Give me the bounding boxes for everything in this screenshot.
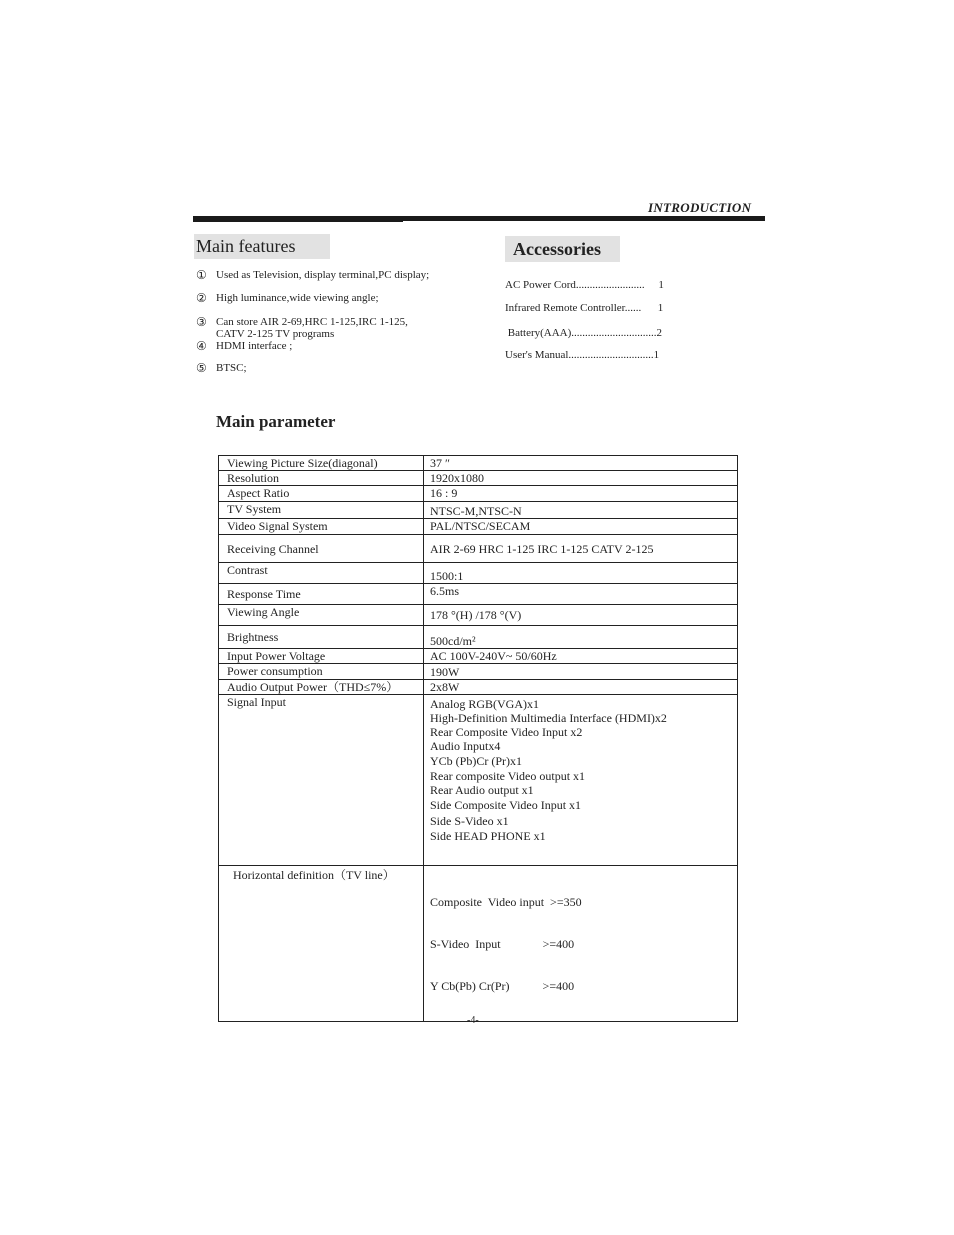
signal-input-item: Rear composite Video output x1 <box>430 769 586 783</box>
feature-item <box>196 362 247 375</box>
param-value: AC 100V-240V~ 50/60Hz <box>424 649 738 664</box>
feature-text: Used as Television, display terminal,PC display; <box>216 269 430 281</box>
feature-text: HDMI interface ; <box>216 340 293 352</box>
param-label: TV System <box>219 502 424 519</box>
param-label: Input Power Voltage <box>219 649 424 664</box>
param-value: PAL/NTSC/SECAM <box>424 519 738 535</box>
table-row <box>219 519 738 535</box>
accessories-title: Accessories <box>505 236 620 262</box>
table-row <box>219 584 738 605</box>
table-row <box>219 649 738 664</box>
signal-input-item: Rear Composite Video Input x2 <box>430 725 583 739</box>
page-number: -4- <box>467 1015 479 1026</box>
table-row <box>219 502 738 519</box>
table-row <box>219 605 738 626</box>
signal-input-item: Rear Audio output x1 <box>430 783 534 797</box>
table-row <box>219 695 738 866</box>
horizontal-definition-item: Composite Video input >=350 <box>430 895 582 909</box>
horizontal-definition-item: Y Cb(Pb) Cr(Pr) >=400 <box>430 979 575 993</box>
horizontal-definition-item: S-Video Input >=400 <box>430 937 575 951</box>
signal-input-item: Side Composite Video Input x1 <box>430 798 582 812</box>
header-rule-thin <box>193 221 403 222</box>
table-row <box>219 471 738 486</box>
param-label: Resolution <box>219 471 424 486</box>
param-value: 37 ″ <box>424 456 738 471</box>
table-row <box>219 486 738 502</box>
param-label: Aspect Ratio <box>219 486 424 502</box>
signal-input-list <box>424 695 738 866</box>
signal-input-item: YCb (Pb)Cr (Pr)x1 <box>430 754 522 768</box>
param-label: Audio Output Power（THD≤7%） <box>219 680 424 695</box>
param-value: 500cd/m² <box>424 626 738 649</box>
parameters-title: Main parameter <box>216 412 336 431</box>
features-title: Main features <box>194 234 330 259</box>
feature-number: ② <box>196 291 207 305</box>
horizontal-definition-list <box>424 866 738 1022</box>
table-row <box>219 664 738 680</box>
param-label: Brightness <box>219 626 424 649</box>
feature-text: BTSC; <box>216 362 247 374</box>
param-label: Power consumption <box>219 664 424 680</box>
table-row <box>219 680 738 695</box>
accessory-item: Infrared Remote Controller...... 1 <box>505 302 664 314</box>
feature-text: Can store AIR 2-69,HRC 1-125,IRC 1-125, <box>216 316 408 328</box>
feature-number: ④ <box>196 339 207 353</box>
param-label: Viewing Angle <box>219 605 424 626</box>
feature-number: ③ <box>196 315 207 329</box>
feature-item <box>196 269 429 282</box>
feature-item <box>196 316 408 340</box>
param-value: 178 °(H) /178 °(V) <box>424 605 738 626</box>
param-label: Contrast <box>219 563 424 584</box>
param-label: Response Time <box>219 584 424 605</box>
signal-input-item: Side S-Video x1 <box>430 814 509 828</box>
param-value: AIR 2-69 HRC 1-125 IRC 1-125 CATV 2-125 <box>424 535 738 563</box>
param-value: 16 : 9 <box>424 486 738 502</box>
param-label: Viewing Picture Size(diagonal) <box>219 456 424 471</box>
feature-item <box>196 340 292 353</box>
param-label: Signal Input <box>219 695 424 866</box>
param-value: 1500:1 <box>424 563 738 584</box>
accessory-item: AC Power Cord......................... 1 <box>505 279 664 291</box>
feature-item <box>196 292 379 305</box>
param-value: 2x8W <box>424 680 738 695</box>
signal-input-item: Side HEAD PHONE x1 <box>430 829 546 843</box>
table-row <box>219 456 738 471</box>
table-row <box>219 626 738 649</box>
accessory-item: User's Manual...............................1 <box>505 349 660 361</box>
param-value: NTSC-M,NTSC-N <box>424 502 738 519</box>
param-value: 1920x1080 <box>424 471 738 486</box>
signal-input-item: Audio Inputx4 <box>430 739 501 753</box>
param-label: Receiving Channel <box>219 535 424 563</box>
feature-text-line2: CATV 2-125 TV programs <box>216 328 335 340</box>
table-row <box>219 563 738 584</box>
param-label: Video Signal System <box>219 519 424 535</box>
section-header: INTRODUCTION <box>648 200 752 215</box>
table-row <box>219 866 738 1022</box>
feature-text: High luminance,wide viewing angle; <box>216 292 379 304</box>
parameters-table <box>218 455 738 1022</box>
param-value: 6.5ms <box>424 584 738 605</box>
signal-input-item: High-Definition Multimedia Interface (HDMI)x2 <box>430 711 667 725</box>
signal-input-item: Analog RGB(VGA)x1 <box>430 697 539 711</box>
param-label: Horizontal definition（TV line） <box>219 866 424 1022</box>
feature-number: ⑤ <box>196 361 207 375</box>
param-value: 190W <box>424 664 738 680</box>
table-row <box>219 535 738 563</box>
feature-number: ① <box>196 268 207 282</box>
accessory-item: Battery(AAA)...............................2 <box>505 327 663 339</box>
